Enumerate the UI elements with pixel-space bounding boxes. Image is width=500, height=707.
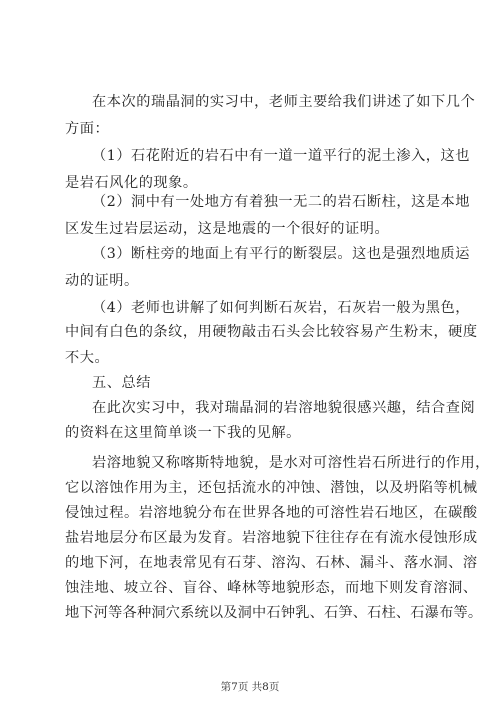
paragraph-line: 地下河等各种洞穴系统以及洞中石钟乳、石笋、石柱、石瀑布等。	[65, 605, 483, 621]
paragraph-line: 侵蚀过程。岩溶地貌分布在世界各地的可溶性岩石地区，在碳酸	[65, 505, 478, 521]
paragraph-line: 的资料在这里简单谈一下我的见解。	[65, 425, 301, 441]
list-item-line: （2）洞中有一处地方有着独一无二的岩石断柱，这是本地	[92, 194, 471, 210]
paragraph-line: 的地下河，在地表常见有石芽、溶沟、石林、漏斗、落水洞、溶	[65, 555, 478, 571]
list-item-line: 中间有白色的条纹，用硬物敲击石头会比较容易产生粉末，硬度	[65, 324, 478, 340]
list-item-line: （1）石花附近的岩石中有一道一道平行的泥土渗入，这也	[92, 148, 471, 164]
list-item-line: 动的证明。	[65, 273, 139, 289]
list-item-line: （4）老师也讲解了如何判断石灰岩，石灰岩一般为黑色，	[92, 300, 471, 316]
paragraph-line: 岩溶地貌又称喀斯特地貌，是水对可溶性岩石所进行的作用，	[92, 455, 490, 471]
list-item-line: 区发生过岩层运动，这是地震的一个很好的证明。	[65, 221, 390, 237]
paragraph-line: 蚀洼地、坡立谷、盲谷、峰林等地貌形态，而地下则发育溶洞、	[65, 580, 478, 596]
paragraph-line: 在本次的瑞晶洞的实习中，老师主要给我们讲述了如下几个	[92, 94, 476, 110]
list-item-line: 不大。	[65, 350, 110, 366]
page-number-footer: 第7页 共8页	[220, 681, 280, 693]
paragraph-line: 盐岩地层分布区最为发育。岩溶地貌下往往存在有流水侵蚀形成	[65, 530, 478, 546]
paragraph-line: 它以溶蚀作用为主，还包括流水的冲蚀、潜蚀，以及坍陷等机械	[65, 480, 478, 496]
section-heading: 五、总结	[92, 375, 151, 391]
list-item-line: （3）断柱旁的地面上有平行的断裂层。这也是强烈地质运	[92, 246, 471, 262]
paragraph-line: 方面：	[65, 121, 110, 137]
list-item-line: 是岩石风化的现象。	[65, 175, 198, 191]
paragraph-line: 在此次实习中，我对瑞晶洞的岩溶地貌很感兴趣，结合查阅	[92, 400, 476, 416]
